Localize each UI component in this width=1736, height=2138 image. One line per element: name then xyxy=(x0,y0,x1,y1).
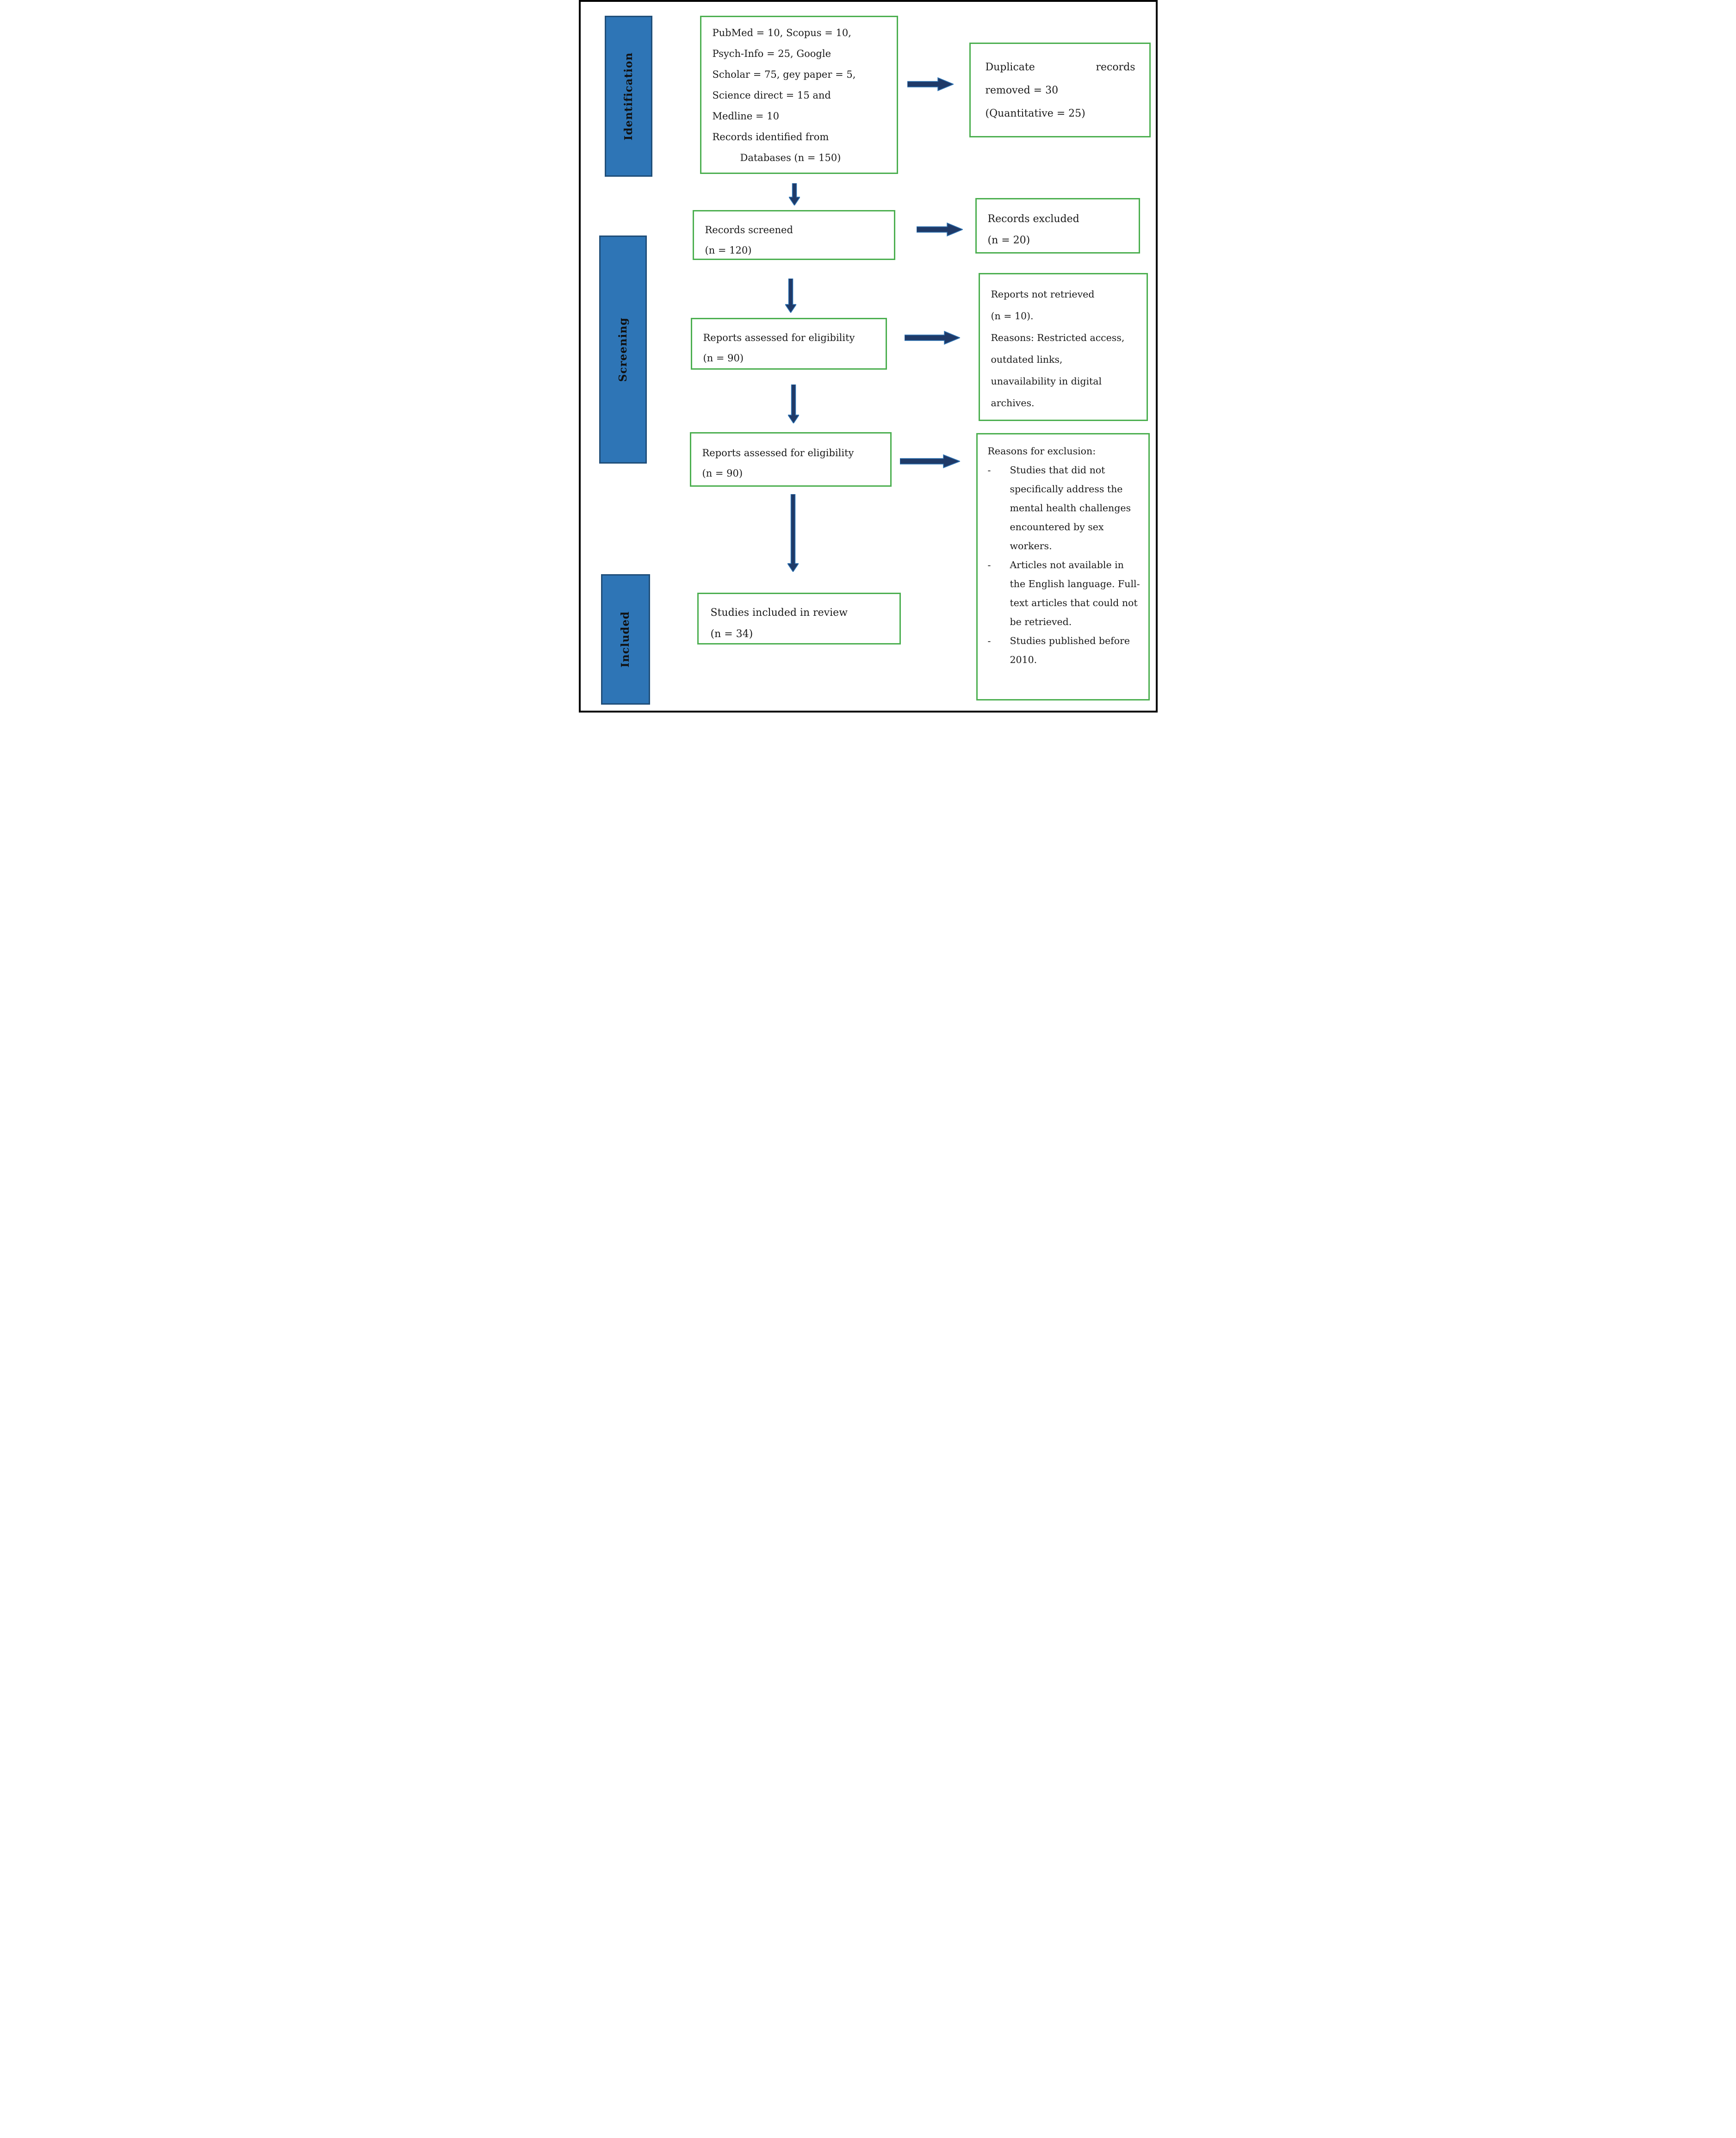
prisma-flow-diagram xyxy=(579,0,1158,713)
box-line: (n = 120) xyxy=(705,245,752,256)
down-arrow-icon xyxy=(787,494,799,572)
list-item xyxy=(988,461,1140,556)
box-line: (n = 10). xyxy=(991,310,1034,322)
box-line: archives. xyxy=(991,397,1035,409)
box-line: (n = 20) xyxy=(987,235,1030,246)
box-line: Records excluded xyxy=(987,213,1079,225)
down-arrow-icon xyxy=(789,183,800,205)
box-line: Psych-Info = 25, Google xyxy=(712,48,831,59)
box-line: Reasons: Restricted access, xyxy=(991,332,1125,343)
box-line: Studies included in review xyxy=(710,607,848,619)
box-line: unavailability in digital xyxy=(991,376,1102,387)
box-line: Science direct = 15 and xyxy=(712,90,831,101)
reports-assessed-box-2 xyxy=(690,432,892,487)
duplicates-removed-box xyxy=(969,43,1151,137)
list-item-marker: - xyxy=(987,635,991,646)
box-line: (n = 90) xyxy=(703,353,744,364)
down-arrow-icon xyxy=(785,279,796,313)
list-item-marker: - xyxy=(987,559,991,570)
stage-screening xyxy=(599,235,647,464)
records-identified-box xyxy=(700,16,898,174)
studies-included-box xyxy=(697,593,901,644)
right-arrow-icon xyxy=(900,454,960,469)
list-item-text: Studies published before 2010. xyxy=(1010,635,1130,665)
reports-not-retrieved-box xyxy=(979,273,1148,421)
box-line: Duplicate records xyxy=(985,62,1135,73)
box-line: Scholar = 75, gey paper = 5, xyxy=(712,69,856,80)
box-line: (Quantitative = 25) xyxy=(985,108,1085,119)
right-arrow-icon xyxy=(917,223,963,236)
box-line: Records identified from xyxy=(712,131,829,143)
box-line: outdated links, xyxy=(991,354,1063,365)
stage-identification-label: Identification xyxy=(622,52,635,141)
box-line: Medline = 10 xyxy=(712,111,779,122)
right-arrow-icon xyxy=(907,77,954,91)
stage-screening-label: Screening xyxy=(616,317,629,382)
list-item-text: Articles not available in the English language. Full-text articles that could not be retrieved. xyxy=(1010,559,1140,627)
list-item-marker: - xyxy=(987,465,991,476)
list-item xyxy=(988,556,1140,632)
stage-included-label: Included xyxy=(619,611,632,668)
box-line: (n = 90) xyxy=(702,468,743,479)
box-line: PubMed = 10, Scopus = 10, xyxy=(712,27,851,38)
exclusion-reasons-title: Reasons for exclusion: xyxy=(987,446,1096,457)
exclusion-reasons-box xyxy=(976,433,1150,700)
box-line: Reports assessed for eligibility xyxy=(702,447,854,459)
reports-assessed-box-1 xyxy=(691,318,887,370)
box-line: removed = 30 xyxy=(985,85,1059,96)
list-item-text: Studies that did not specifically address the mental health challenges encountered by sex workers. xyxy=(1010,465,1131,552)
stage-included xyxy=(601,574,650,705)
box-line: Records screened xyxy=(705,224,793,235)
box-line: Databases (n = 150) xyxy=(740,152,841,163)
box-line: (n = 34) xyxy=(710,628,753,640)
stage-identification xyxy=(605,16,652,177)
down-arrow-icon xyxy=(788,384,799,423)
records-screened-box xyxy=(693,210,895,260)
box-line: Reports not retrieved xyxy=(991,289,1095,300)
box-line: Reports assessed for eligibility xyxy=(703,332,855,343)
list-item xyxy=(988,632,1140,669)
right-arrow-icon xyxy=(905,331,960,345)
records-excluded-box xyxy=(975,198,1140,254)
